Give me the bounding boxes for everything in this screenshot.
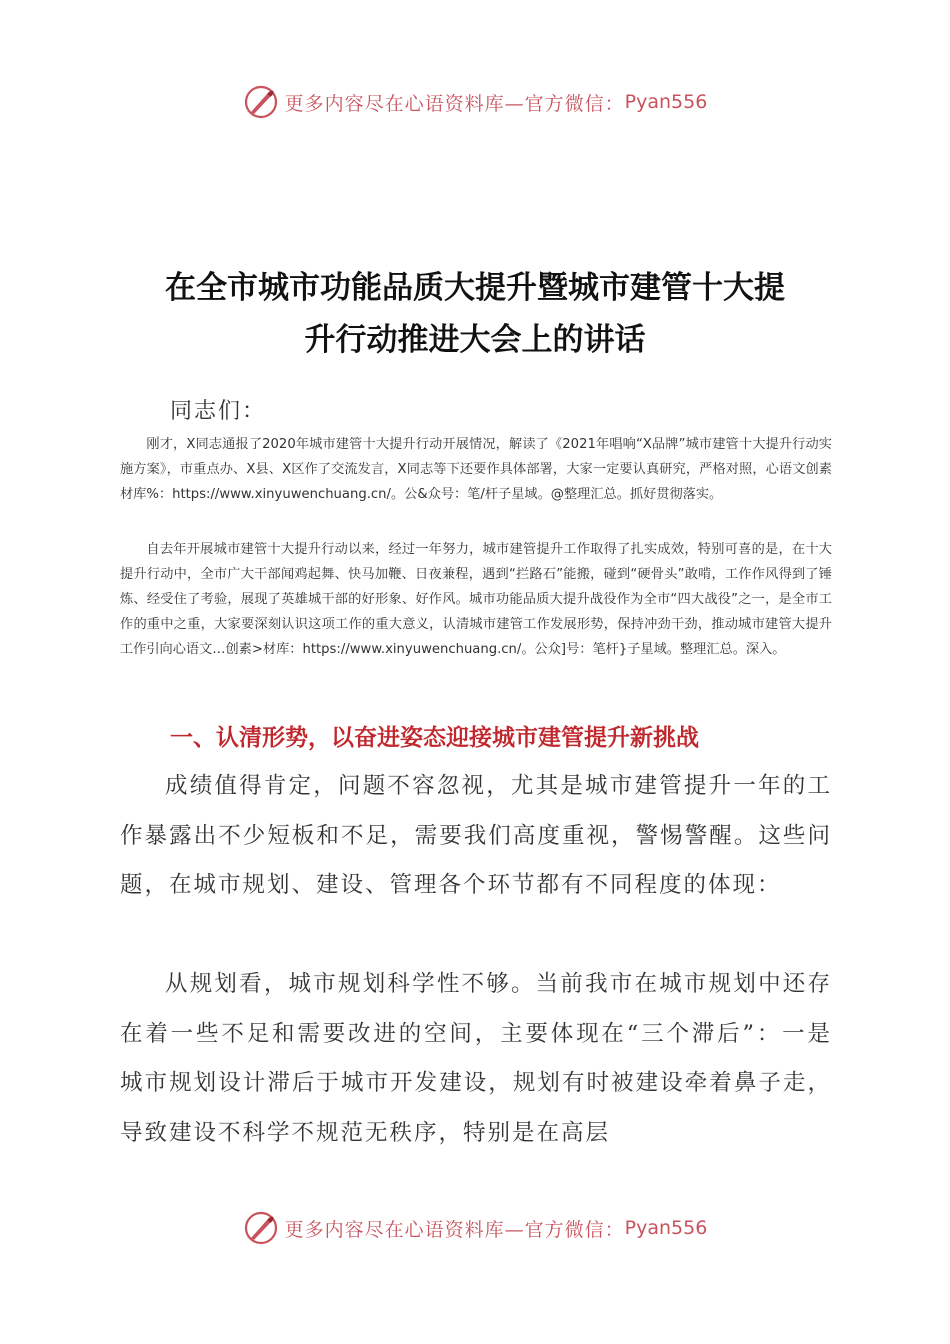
paragraph-3: 成绩值得肯定，问题不容忽视，尤其是城市建管提升一年的工作暴露出不少短板和不足，需要我们高度重视，警惕警醒。这些问题，在城市规划、建设、管理各个环节都有不同程度的体现：: [120, 773, 832, 898]
title-line-1: 在全市城市功能品质大提升暨城市建管十大提: [165, 270, 785, 306]
watermark-wechat-id: Pyan556: [624, 1217, 708, 1239]
watermark-wechat-id: Pyan556: [624, 91, 708, 113]
document-title: [60, 262, 890, 366]
quill-pen-logo-icon: [243, 84, 279, 120]
paragraph-4: 从规划看，城市规划科学性不够。当前我市在城市规划中还存在着一些不足和需要改进的空间，主要体现在“三个滞后”：一是城市规划设计滞后于城市开发建设，规划有时被建设牵着鼻子走，导致建设不科学不规范无秩序，特别是在高层: [120, 971, 832, 1146]
paragraph-2: 自去年开展城市建管十大提升行动以来，经过一年努力，城市建管提升工作取得了扎实成效，特别可喜的是，在十大提升行动中，全市广大干部闻鸡起舞、快马加鞭、日夜兼程，遇到“拦路石”能搬，碰到“硬骨头”敢啃，工作作风得到了锤炼、经受住了考验，展现了英雄城干部的好形象、好作风。城市功能品质大提升战役作为全市“四大战役”之一，是全市工作的重中之重，大家要深刻认识这项工作的重大意义，认清城市建管工作发展形势，保持冲劲干劲，推动城市建管大提升工作引向心语文…创素>材库：https://www.xinyuwenchuang.cn/。公众]号：笔杆}子星域。整理汇总。深入。: [120, 542, 832, 657]
quill-pen-logo-icon: [243, 1210, 279, 1246]
watermark-text: 更多内容尽在心语资料库—官方微信：: [284, 1218, 625, 1241]
footer-watermark: [0, 1208, 950, 1248]
section-heading-1: 一、认清形势，以奋进姿态迎接城市建管提升新挑战: [170, 725, 699, 751]
salutation: 同志们：: [170, 399, 267, 424]
header-watermark: [0, 82, 950, 122]
paragraph-1: 刚才，X同志通报了2020年城市建管十大提升行动开展情况，解读了《2021年唱响“X品牌”城市建管十大提升行动实施方案》，市重点办、X县、X区作了交流发言，X同志等下还要作具体部署，大家一定要认真研究，严格对照，心语文创素材库%：https://www.xinyuwenchuang.cn/。公&众号：笔/杆子星域。@整理汇总。抓好贯彻落实。: [120, 437, 832, 502]
watermark-text: 更多内容尽在心语资料库—官方微信：: [284, 92, 625, 115]
title-line-2: 升行动推进大会上的讲话: [304, 322, 646, 358]
